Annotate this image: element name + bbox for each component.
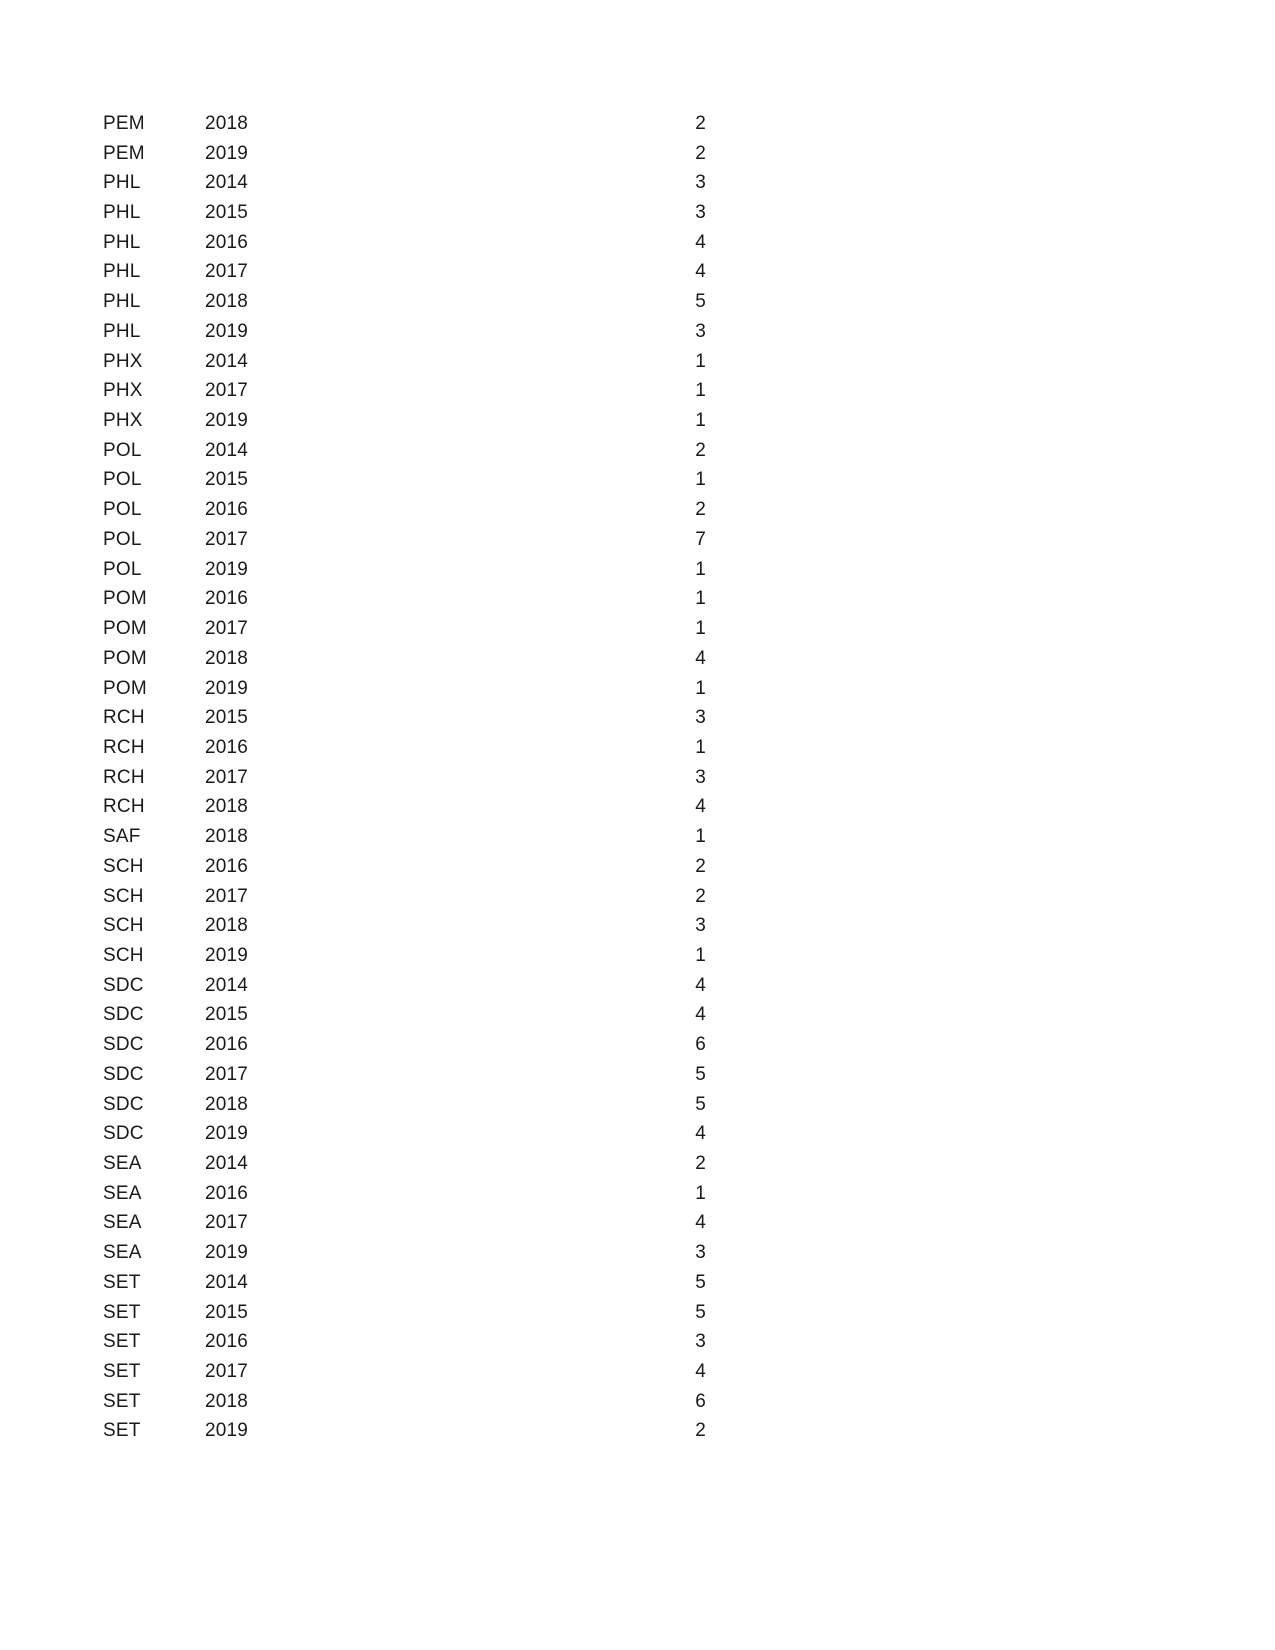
count-cell: 2 <box>695 1153 706 1175</box>
year-cell: 2015 <box>205 1004 249 1026</box>
table-row <box>0 585 1275 615</box>
count-cell: 2 <box>695 112 706 134</box>
count-cell: 6 <box>695 1034 706 1056</box>
code-cell: SDC <box>103 1034 144 1056</box>
code-cell: PEM <box>103 112 145 134</box>
year-cell: 2019 <box>205 320 249 342</box>
year-cell: 2019 <box>205 944 249 966</box>
code-cell: SEA <box>103 1182 142 1204</box>
year-cell: 2017 <box>205 380 249 402</box>
count-cell: 3 <box>695 707 706 729</box>
table-row <box>0 436 1275 466</box>
table-row <box>0 1387 1275 1417</box>
table-row <box>0 376 1275 406</box>
count-cell: 2 <box>695 499 706 521</box>
code-cell: SET <box>103 1390 141 1412</box>
year-cell: 2017 <box>205 1063 249 1085</box>
table-row <box>0 941 1275 971</box>
table-row <box>0 971 1275 1001</box>
table-row <box>0 852 1275 882</box>
code-cell: POM <box>103 618 147 640</box>
count-cell: 1 <box>695 944 706 966</box>
count-cell: 1 <box>695 350 706 372</box>
table-row <box>0 347 1275 377</box>
code-cell: POL <box>103 469 142 491</box>
table-row <box>0 644 1275 674</box>
code-cell: SDC <box>103 1063 144 1085</box>
year-cell: 2014 <box>205 172 249 194</box>
year-cell: 2019 <box>205 1420 249 1442</box>
year-cell: 2019 <box>205 1123 249 1145</box>
year-cell: 2018 <box>205 796 249 818</box>
code-cell: SEA <box>103 1242 142 1264</box>
count-cell: 1 <box>695 380 706 402</box>
code-cell: RCH <box>103 796 145 818</box>
count-cell: 4 <box>695 1361 706 1383</box>
table-row <box>0 198 1275 228</box>
count-cell: 4 <box>695 261 706 283</box>
code-cell: SEA <box>103 1212 142 1234</box>
table-row <box>0 1209 1275 1239</box>
year-cell: 2017 <box>205 1212 249 1234</box>
code-cell: POM <box>103 677 147 699</box>
year-cell: 2016 <box>205 588 249 610</box>
table-row <box>0 614 1275 644</box>
code-cell: SET <box>103 1301 141 1323</box>
count-cell: 5 <box>695 291 706 313</box>
count-cell: 1 <box>695 469 706 491</box>
table-row <box>0 228 1275 258</box>
count-cell: 3 <box>695 202 706 224</box>
count-cell: 1 <box>695 826 706 848</box>
table-row <box>0 793 1275 823</box>
code-cell: POL <box>103 528 142 550</box>
year-cell: 2014 <box>205 350 249 372</box>
year-cell: 2017 <box>205 885 249 907</box>
code-cell: PHL <box>103 291 141 313</box>
table-row <box>0 406 1275 436</box>
table-row <box>0 525 1275 555</box>
table-row <box>0 733 1275 763</box>
code-cell: SET <box>103 1420 141 1442</box>
count-cell: 5 <box>695 1301 706 1323</box>
year-cell: 2019 <box>205 1242 249 1264</box>
table-row <box>0 1357 1275 1387</box>
year-cell: 2016 <box>205 1331 249 1353</box>
count-cell: 5 <box>695 1093 706 1115</box>
count-cell: 1 <box>695 410 706 432</box>
table-row <box>0 466 1275 496</box>
table-row <box>0 1149 1275 1179</box>
count-cell: 5 <box>695 1063 706 1085</box>
count-cell: 4 <box>695 1123 706 1145</box>
year-cell: 2015 <box>205 1301 249 1323</box>
count-cell: 3 <box>695 320 706 342</box>
code-cell: SDC <box>103 1123 144 1145</box>
year-cell: 2015 <box>205 202 249 224</box>
code-cell: PHX <box>103 410 143 432</box>
count-cell: 1 <box>695 736 706 758</box>
code-cell: PHX <box>103 350 143 372</box>
count-cell: 2 <box>695 1420 706 1442</box>
count-cell: 4 <box>695 796 706 818</box>
table-row <box>0 1001 1275 1031</box>
table-row <box>0 1030 1275 1060</box>
code-cell: POL <box>103 439 142 461</box>
count-cell: 1 <box>695 1182 706 1204</box>
table-row <box>0 317 1275 347</box>
table-row <box>0 555 1275 585</box>
code-cell: SCH <box>103 915 144 937</box>
table-row <box>0 495 1275 525</box>
code-cell: SCH <box>103 944 144 966</box>
count-cell: 2 <box>695 142 706 164</box>
table-row <box>0 911 1275 941</box>
count-cell: 1 <box>695 677 706 699</box>
count-cell: 2 <box>695 439 706 461</box>
year-cell: 2018 <box>205 826 249 848</box>
count-cell: 3 <box>695 1242 706 1264</box>
year-cell: 2016 <box>205 855 249 877</box>
table-row <box>0 109 1275 139</box>
year-cell: 2014 <box>205 1153 249 1175</box>
year-cell: 2018 <box>205 647 249 669</box>
year-cell: 2017 <box>205 1361 249 1383</box>
table-row <box>0 168 1275 198</box>
code-cell: SCH <box>103 885 144 907</box>
table-row <box>0 1268 1275 1298</box>
table-row <box>0 258 1275 288</box>
year-cell: 2014 <box>205 974 249 996</box>
table-row <box>0 1119 1275 1149</box>
year-cell: 2017 <box>205 766 249 788</box>
count-cell: 4 <box>695 647 706 669</box>
count-cell: 4 <box>695 974 706 996</box>
table-row <box>0 287 1275 317</box>
code-cell: POM <box>103 588 147 610</box>
year-cell: 2014 <box>205 439 249 461</box>
count-cell: 4 <box>695 1212 706 1234</box>
code-cell: PHL <box>103 202 141 224</box>
table-row <box>0 1327 1275 1357</box>
code-cell: PHX <box>103 380 143 402</box>
count-cell: 3 <box>695 915 706 937</box>
year-cell: 2016 <box>205 736 249 758</box>
table-row <box>0 139 1275 169</box>
code-cell: POL <box>103 558 142 580</box>
year-cell: 2016 <box>205 1034 249 1056</box>
count-cell: 1 <box>695 618 706 640</box>
code-cell: SAF <box>103 826 141 848</box>
year-cell: 2017 <box>205 618 249 640</box>
count-cell: 6 <box>695 1390 706 1412</box>
year-cell: 2015 <box>205 469 249 491</box>
count-cell: 5 <box>695 1271 706 1293</box>
table-row <box>0 1238 1275 1268</box>
year-cell: 2016 <box>205 1182 249 1204</box>
year-cell: 2019 <box>205 677 249 699</box>
code-cell: SDC <box>103 974 144 996</box>
year-cell: 2019 <box>205 410 249 432</box>
count-cell: 3 <box>695 172 706 194</box>
year-cell: 2016 <box>205 231 249 253</box>
count-cell: 2 <box>695 885 706 907</box>
year-cell: 2018 <box>205 915 249 937</box>
count-cell: 4 <box>695 1004 706 1026</box>
code-cell: SCH <box>103 855 144 877</box>
table-row <box>0 1090 1275 1120</box>
year-cell: 2017 <box>205 528 249 550</box>
code-cell: POL <box>103 499 142 521</box>
count-cell: 4 <box>695 231 706 253</box>
code-cell: SEA <box>103 1153 142 1175</box>
year-cell: 2018 <box>205 291 249 313</box>
table-row <box>0 822 1275 852</box>
table-row <box>0 882 1275 912</box>
year-cell: 2019 <box>205 558 249 580</box>
table-row <box>0 1179 1275 1209</box>
count-cell: 7 <box>695 528 706 550</box>
count-cell: 1 <box>695 588 706 610</box>
code-cell: SET <box>103 1271 141 1293</box>
code-cell: PHL <box>103 172 141 194</box>
year-cell: 2017 <box>205 261 249 283</box>
table-row <box>0 1298 1275 1328</box>
year-cell: 2018 <box>205 112 249 134</box>
code-cell: POM <box>103 647 147 669</box>
table-row <box>0 703 1275 733</box>
code-cell: SET <box>103 1361 141 1383</box>
code-cell: PHL <box>103 320 141 342</box>
count-cell: 3 <box>695 766 706 788</box>
code-cell: SET <box>103 1331 141 1353</box>
data-table <box>0 109 1275 1446</box>
year-cell: 2018 <box>205 1390 249 1412</box>
code-cell: RCH <box>103 707 145 729</box>
code-cell: PEM <box>103 142 145 164</box>
code-cell: SDC <box>103 1093 144 1115</box>
code-cell: SDC <box>103 1004 144 1026</box>
year-cell: 2014 <box>205 1271 249 1293</box>
year-cell: 2018 <box>205 1093 249 1115</box>
year-cell: 2015 <box>205 707 249 729</box>
table-row <box>0 1060 1275 1090</box>
count-cell: 3 <box>695 1331 706 1353</box>
count-cell: 2 <box>695 855 706 877</box>
code-cell: PHL <box>103 231 141 253</box>
code-cell: RCH <box>103 766 145 788</box>
code-cell: RCH <box>103 736 145 758</box>
count-cell: 1 <box>695 558 706 580</box>
code-cell: PHL <box>103 261 141 283</box>
year-cell: 2016 <box>205 499 249 521</box>
year-cell: 2019 <box>205 142 249 164</box>
table-row <box>0 674 1275 704</box>
table-row <box>0 763 1275 793</box>
table-row <box>0 1417 1275 1447</box>
